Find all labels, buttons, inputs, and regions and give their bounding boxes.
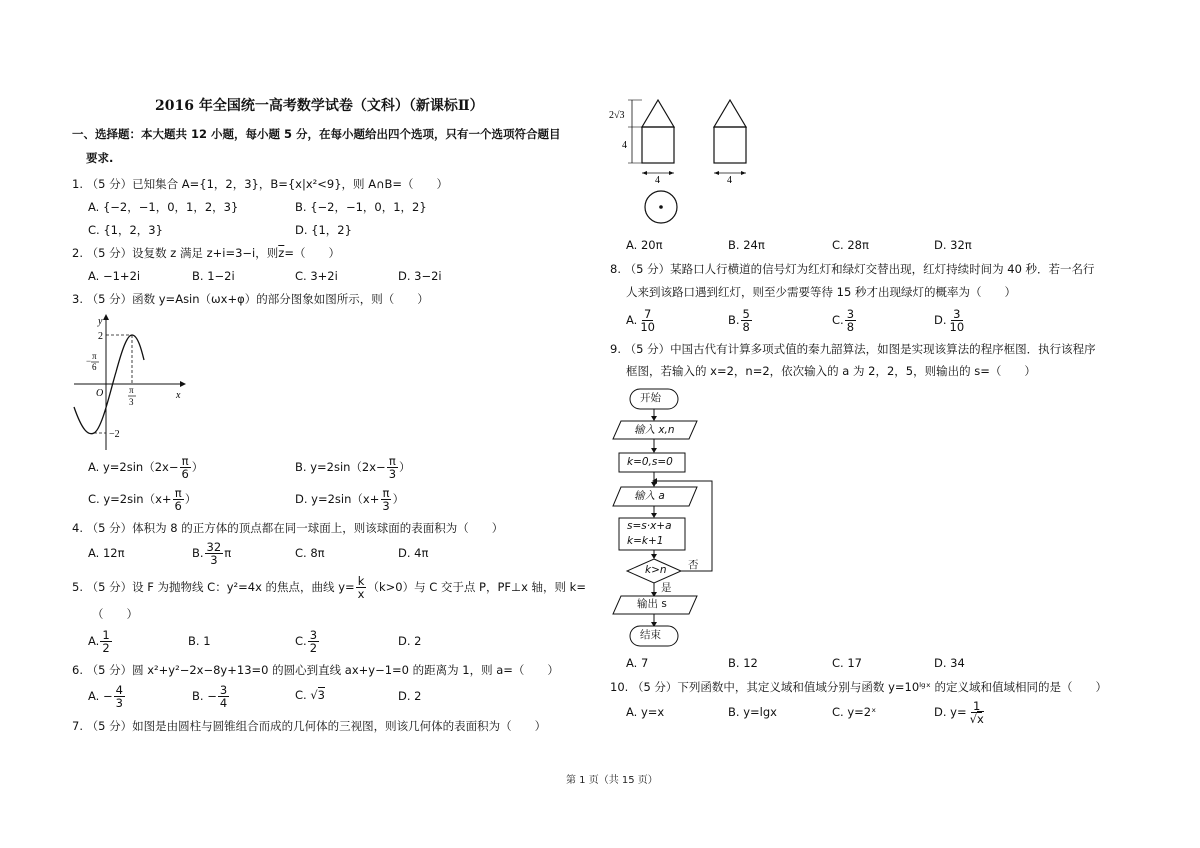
- q9-option-d: D. 34: [934, 656, 965, 670]
- q4-option-b: [192, 541, 231, 566]
- flow-input-xn-label: 输入 x,n: [634, 424, 675, 436]
- q7-cyl-height-label: 4: [622, 140, 627, 151]
- question-2-stem: [72, 247, 340, 261]
- q7-option-b: B. 24π: [728, 238, 765, 252]
- q3-option-c: [88, 487, 196, 512]
- q8-d-label: D.: [934, 313, 947, 328]
- q5-a-label: A.: [88, 634, 100, 649]
- q8-c-den: 8: [846, 320, 855, 335]
- section-heading-cont: 要求.: [86, 151, 114, 165]
- q8-option-a: [626, 308, 658, 333]
- q8-option-d: [934, 308, 967, 333]
- question-5-stem: [72, 575, 586, 600]
- q2-option-a: A. −1+2i: [88, 269, 141, 283]
- q3-sine-graph: [72, 312, 192, 452]
- q3-b-num: π: [388, 454, 396, 468]
- q5-c-num: 3: [309, 628, 318, 642]
- q4-option-d: D. 4π: [398, 546, 429, 560]
- flow-update2-label: k=k+1: [627, 535, 664, 547]
- q5-a-num: 1: [102, 628, 110, 642]
- q7-three-view-figure: [608, 95, 788, 230]
- question-3-stem: 3. （5 分）函数 y=Asin（ωx+φ）的部分图象如图所示，则（ ）: [72, 292, 429, 306]
- q7-option-a: A. 20π: [626, 238, 663, 252]
- question-4-stem: 4. （5 分）体积为 8 的正方体的顶点都在同一球面上，则该球面的表面积为（ ）: [72, 521, 504, 535]
- q3-origin-label: O: [96, 388, 104, 399]
- q2-z-conjugate: $\overline{z}$: [278, 246, 285, 260]
- page-title: 2016 年全国统一高考数学试卷（文科）（新课标Ⅱ）: [155, 98, 484, 114]
- q3-x-axis-label: x: [176, 390, 181, 401]
- flow-update1-label: s=s·x+a: [627, 520, 672, 532]
- q8-b-den: 8: [742, 320, 750, 335]
- q8-c-label: C.: [832, 313, 844, 328]
- q8-d-num: 3: [953, 307, 961, 321]
- q4-b-pi: π: [224, 546, 232, 561]
- q5-stem-num: k: [357, 574, 365, 588]
- q3-d-text: D. y=2sin（x+: [295, 492, 380, 507]
- q1-option-c: C. {1，2，3}: [88, 223, 163, 237]
- flow-no-label: 否: [688, 559, 699, 571]
- q9-option-a: A. 7: [626, 656, 649, 670]
- flow-init-label: k=0,s=0: [627, 456, 673, 468]
- q8-b-num: 5: [742, 307, 750, 321]
- q4-option-a: A. 12π: [88, 546, 125, 560]
- question-8-stem: 8. （5 分）某路口人行横道的信号灯为红灯和绿灯交替出现，红灯持续时间为 40 秒．若一名行: [610, 262, 1095, 276]
- q3-xpos-den: 3: [129, 397, 134, 407]
- q3-c-close: ）: [184, 492, 197, 507]
- q5-stem-line2: （ ）: [92, 607, 138, 621]
- q3-ymax-label: 2: [98, 331, 103, 342]
- q8-option-c: [832, 308, 857, 333]
- q3-ymin-label: −2: [109, 429, 120, 440]
- q3-b-text: B. y=2sin（2x−: [295, 460, 386, 475]
- q6-b-label: B. −: [192, 689, 217, 704]
- q5-stem-post: （k>0）与 C 交于点 P，PF⊥x 轴，则 k=: [367, 580, 586, 595]
- question-1-stem: 1. （5 分）已知集合 A={1，2，3}，B={x|x²<9}，则 A∩B=（ ）: [72, 177, 449, 191]
- q2-stem-post: =（ ）: [284, 246, 340, 260]
- q3-b-close: ）: [399, 460, 411, 475]
- q7-width2-label: 4: [727, 175, 732, 186]
- q10-option-b: B. y=lgx: [728, 705, 777, 719]
- q2-option-d: D. 3−2i: [398, 269, 442, 283]
- flow-input-a-label: 输入 a: [634, 490, 665, 502]
- q8-d-den: 10: [949, 320, 965, 335]
- q7-cone-height-label: 2√3: [609, 110, 625, 121]
- q4-b-num: 32: [206, 540, 222, 554]
- q5-stem-den: x: [357, 587, 365, 602]
- q10-d-label: D. y=: [934, 705, 967, 720]
- q3-option-b: [295, 455, 411, 480]
- q10-option-c: C. y=2ˣ: [832, 705, 877, 719]
- q3-d-num: π: [382, 486, 390, 500]
- q10-d-num: 1: [973, 699, 981, 713]
- q3-d-den: 3: [382, 499, 390, 514]
- question-6-stem: 6. （5 分）圆 x²+y²−2x−8y+13=0 的圆心到直线 ax+y−1=0 的距离为 1，则 a=（ ）: [72, 663, 559, 677]
- q3-xneg-den: 6: [92, 362, 97, 372]
- q10-option-a: A. y=x: [626, 705, 665, 719]
- q8-a-label: A.: [626, 313, 638, 328]
- q8-option-b: [728, 308, 753, 333]
- q5-c-den: 2: [309, 641, 318, 656]
- q3-xneg-sign: −: [86, 356, 92, 366]
- q1-option-d: D. {1，2}: [295, 223, 352, 237]
- question-10-stem: 10. （5 分）下列函数中，其定义域和值域分别与函数 y=10ˡᵍˣ 的定义域和值域相同的是（ ）: [610, 680, 1107, 694]
- q8-a-den: 10: [640, 320, 655, 335]
- q10-option-d: D. y= $\frac{1}{√x}$: [934, 699, 984, 727]
- q8-a-num: 7: [643, 307, 652, 321]
- q2-option-b: B. 1−2i: [192, 269, 235, 283]
- q3-b-den: 3: [388, 467, 397, 482]
- q3-option-a: [88, 455, 203, 480]
- q3-xneg-num: π: [92, 351, 97, 361]
- q5-option-a: [88, 629, 113, 654]
- q6-c-radicand: 3: [317, 688, 325, 702]
- q6-option-a: [88, 684, 126, 709]
- q3-c-den: 6: [174, 499, 182, 514]
- q6-option-c: C. √3: [295, 688, 325, 702]
- flow-yes-label: 是: [661, 582, 672, 594]
- question-9-stem: 9. （5 分）中国古代有计算多项式值的秦九韶算法，如图是实现该算法的程序框图．执行该程序: [610, 342, 1096, 356]
- q3-xpos-num: π: [129, 385, 134, 395]
- q6-a-num: 4: [115, 683, 123, 697]
- q6-option-b: [192, 684, 230, 709]
- q9-option-c: C. 17: [832, 656, 862, 670]
- q9-option-b: B. 12: [728, 656, 758, 670]
- q6-c-label: C.: [295, 688, 307, 702]
- q3-d-close: ）: [392, 492, 405, 507]
- q6-a-den: 3: [115, 696, 123, 711]
- q1-option-a: A. {−2，−1，0，1，2，3}: [88, 200, 239, 214]
- q3-option-d: [295, 487, 404, 512]
- q6-b-den: 4: [219, 696, 228, 711]
- q7-option-c: C. 28π: [832, 238, 869, 252]
- q2-option-c: C. 3+2i: [295, 269, 338, 283]
- q3-a-text: A. y=2sin（2x−: [88, 460, 179, 475]
- q3-a-den: 6: [181, 467, 189, 482]
- q5-option-c: [295, 629, 320, 654]
- section-heading: 一、选择题：本大题共 12 小题，每小题 5 分，在每小题给出四个选项，只有一个选项符合题目: [72, 127, 561, 141]
- q7-width1-label: 4: [655, 175, 660, 186]
- q5-c-label: C.: [295, 634, 307, 649]
- q1-option-b: B. {−2，−1，0，1，2}: [295, 200, 427, 214]
- q7-option-d: D. 32π: [934, 238, 972, 252]
- q8-stem-line2: 人来到该路口遇到红灯，则至少需要等待 15 秒才出现绿灯的概率为（ ）: [626, 285, 1016, 299]
- q6-option-d: D. 2: [398, 689, 422, 703]
- q2-stem-pre: 2. （5 分）设复数 z 满足 z+i=3−i，则: [72, 246, 279, 260]
- q3-c-text: C. y=2sin（x+: [88, 492, 172, 507]
- q8-b-label: B.: [728, 313, 740, 328]
- q5-a-den: 2: [102, 641, 110, 656]
- q3-c-num: π: [174, 486, 182, 500]
- q3-a-num: π: [181, 454, 189, 468]
- q4-option-c: C. 8π: [295, 546, 325, 560]
- q3-y-axis-label: y: [98, 316, 103, 327]
- q10-d-radicand: x: [976, 712, 984, 727]
- flow-end-label: 结束: [640, 629, 661, 641]
- flow-start-label: 开始: [640, 392, 661, 404]
- q6-b-num: 3: [219, 683, 228, 697]
- q9-stem-line2: 框图，若输入的 x=2，n=2，依次输入的 a 为 2，2，5，则输出的 s=（ ）: [626, 364, 1036, 378]
- q4-b-label: B.: [192, 546, 204, 561]
- page-footer: 第 1 页（共 15 页）: [566, 775, 658, 786]
- q5-option-d: D. 2: [398, 634, 422, 648]
- q5-option-b: B. 1: [188, 634, 211, 648]
- q4-b-den: 3: [210, 553, 218, 568]
- q3-a-close: ）: [191, 460, 204, 475]
- question-7-stem: 7. （5 分）如图是由圆柱与圆锥组合而成的几何体的三视图，则该几何体的表面积为（ ）: [72, 719, 547, 733]
- q8-c-num: 3: [846, 307, 855, 321]
- q5-stem-pre: 5. （5 分）设 F 为抛物线 C：y²=4x 的焦点，曲线 y=: [72, 580, 355, 595]
- q6-a-label: A. −: [88, 689, 113, 704]
- flow-condition-label: k>n: [645, 564, 667, 576]
- flow-output-label: 输出 s: [637, 598, 667, 610]
